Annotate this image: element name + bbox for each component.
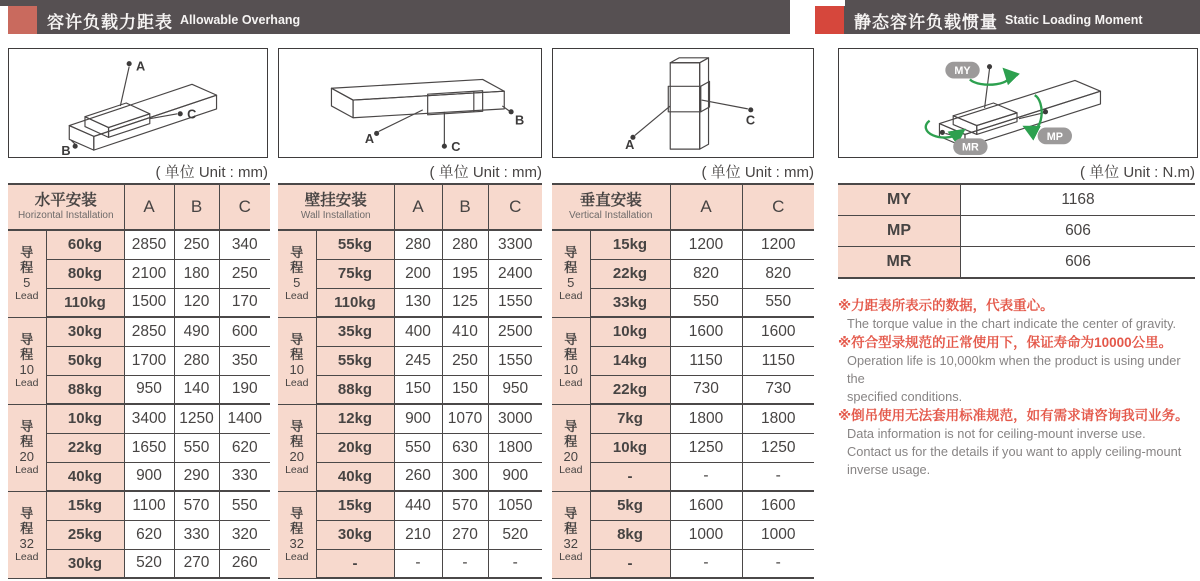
- load-cell: -: [590, 462, 670, 491]
- value-cell: 250: [442, 346, 488, 375]
- value-cell: 150: [442, 375, 488, 404]
- load-cell: 60kg: [46, 230, 124, 259]
- note-zh: ※符合型录规范的正常使用下，保证寿命为10000公里。: [838, 335, 1173, 350]
- table-row: [8, 230, 270, 259]
- value-cell: 245: [394, 346, 442, 375]
- value-cell: 270: [174, 549, 219, 578]
- value-cell: 1150: [742, 346, 814, 375]
- value-cell: 1050: [488, 491, 542, 520]
- value-cell: 820: [742, 259, 814, 288]
- value-cell: 330: [174, 520, 219, 549]
- value-cell: 130: [394, 288, 442, 317]
- diagram-label-b: B: [515, 112, 525, 128]
- note-en: Data information is not for ceiling-mount inverse use.: [847, 426, 1146, 441]
- value-cell: 1600: [742, 491, 814, 520]
- note-zh: ※力距表所表示的数据，代表重心。: [838, 298, 1054, 313]
- lead-cell: 导 程 32 Lead: [278, 491, 316, 578]
- load-cell: 55kg: [316, 230, 394, 259]
- table-horizontal: [8, 183, 270, 579]
- value-cell: 550: [742, 288, 814, 317]
- value-cell: 730: [742, 375, 814, 404]
- note-en: Contact us for the details if you want to apply ceiling-mount: [847, 444, 1182, 459]
- unit-label-mm: ( 单位 Unit : mm): [155, 164, 268, 181]
- value-cell: 290: [174, 462, 219, 491]
- load-cell: 25kg: [46, 520, 124, 549]
- load-cell: 40kg: [46, 462, 124, 491]
- moment-label-cell: MR: [838, 247, 961, 279]
- value-cell: 1550: [488, 346, 542, 375]
- load-cell: 33kg: [590, 288, 670, 317]
- load-cell: 7kg: [590, 404, 670, 433]
- value-cell: 2850: [124, 317, 174, 346]
- table-row: [8, 549, 270, 578]
- table-row: [552, 404, 814, 433]
- value-cell: 120: [174, 288, 219, 317]
- table-title-en: Horizontal Installation: [17, 210, 114, 221]
- value-cell: 1000: [742, 520, 814, 549]
- value-cell: 1550: [488, 288, 542, 317]
- diagram-box-wall: [278, 48, 542, 158]
- load-cell: 10kg: [590, 433, 670, 462]
- value-cell: -: [394, 549, 442, 578]
- wall-installation-diagram: [279, 49, 541, 157]
- diagram-box-vertical: [552, 48, 814, 158]
- section-title-zh: 容许负载力距表: [47, 12, 173, 32]
- table-title: [552, 184, 670, 230]
- value-cell: 250: [219, 259, 270, 288]
- diagram-label-c: C: [187, 106, 197, 122]
- table-row: [278, 491, 542, 520]
- value-cell: 320: [219, 520, 270, 549]
- diagram-box-moment: [838, 48, 1198, 158]
- column-header-a: A: [394, 184, 442, 230]
- value-cell: 250: [174, 230, 219, 259]
- table-row: [8, 404, 270, 433]
- lead-cell: 导 程 32 Lead: [552, 491, 590, 578]
- table-row: [552, 520, 814, 549]
- value-cell: 330: [219, 462, 270, 491]
- column-header-c: C: [488, 184, 542, 230]
- value-cell: 140: [174, 375, 219, 404]
- column-header-a: A: [124, 184, 174, 230]
- value-cell: 600: [219, 317, 270, 346]
- load-cell: 40kg: [316, 462, 394, 491]
- lead-cell: 导 程 10 Lead: [8, 317, 46, 404]
- column-header-c: C: [219, 184, 270, 230]
- table-row: [552, 462, 814, 491]
- lead-cell: 导 程 10 Lead: [278, 317, 316, 404]
- value-cell: 400: [394, 317, 442, 346]
- lead-cell: 导 程 10 Lead: [552, 317, 590, 404]
- section-title-en: Allowable Overhang: [180, 13, 301, 27]
- moment-label-mp: MP: [1046, 130, 1063, 143]
- table-row: [8, 433, 270, 462]
- value-cell: 1600: [742, 317, 814, 346]
- value-cell: 1250: [174, 404, 219, 433]
- value-cell: 2500: [488, 317, 542, 346]
- table-row: [552, 317, 814, 346]
- load-cell: 15kg: [46, 491, 124, 520]
- table-row: [278, 259, 542, 288]
- diagram-box-horizontal: [8, 48, 268, 158]
- load-cell: 75kg: [316, 259, 394, 288]
- value-cell: 260: [394, 462, 442, 491]
- value-cell: 820: [670, 259, 742, 288]
- value-cell: 620: [124, 520, 174, 549]
- load-cell: 10kg: [46, 404, 124, 433]
- value-cell: 280: [442, 230, 488, 259]
- value-cell: 1400: [219, 404, 270, 433]
- load-cell: 12kg: [316, 404, 394, 433]
- load-cell: 14kg: [590, 346, 670, 375]
- load-cell: 88kg: [46, 375, 124, 404]
- unit-label-mm: ( 单位 Unit : mm): [701, 164, 814, 181]
- value-cell: 550: [670, 288, 742, 317]
- table-title-en: Wall Installation: [300, 210, 371, 221]
- value-cell: 1200: [742, 230, 814, 259]
- value-cell: 3000: [488, 404, 542, 433]
- note-en: The torque value in the chart indicate the center of gravity.: [847, 316, 1177, 331]
- load-cell: 80kg: [46, 259, 124, 288]
- vertical-installation-diagram: [553, 49, 813, 157]
- load-cell: 22kg: [46, 433, 124, 462]
- value-cell: 1250: [670, 433, 742, 462]
- value-cell: -: [670, 462, 742, 491]
- table-title-zh: 垂直安装: [579, 192, 642, 209]
- section-title-zh: 静态容许负载惯量: [854, 12, 998, 32]
- overhang-table-vertical: [552, 183, 814, 579]
- table-title: [8, 184, 124, 230]
- table-row: [8, 346, 270, 375]
- note-en: Operation life is 10,000km when the product is using under the: [847, 353, 1181, 386]
- value-cell: 2100: [124, 259, 174, 288]
- value-cell: 950: [124, 375, 174, 404]
- value-cell: 550: [219, 491, 270, 520]
- moment-value-cell: 606: [961, 216, 1196, 247]
- value-cell: 300: [442, 462, 488, 491]
- diagram-label-b: B: [61, 143, 71, 157]
- load-cell: 15kg: [590, 230, 670, 259]
- value-cell: 950: [488, 375, 542, 404]
- load-cell: 22kg: [590, 375, 670, 404]
- value-cell: 1100: [124, 491, 174, 520]
- static-moment-diagram: [839, 49, 1197, 157]
- value-cell: 195: [442, 259, 488, 288]
- load-cell: 15kg: [316, 491, 394, 520]
- horizontal-installation-diagram: [9, 49, 267, 157]
- load-cell: 50kg: [46, 346, 124, 375]
- value-cell: 150: [394, 375, 442, 404]
- value-cell: 170: [219, 288, 270, 317]
- red-square-icon: [815, 6, 844, 34]
- table-row: [552, 230, 814, 259]
- table-row: [552, 433, 814, 462]
- value-cell: 550: [394, 433, 442, 462]
- overhang-table-horizontal: [8, 183, 270, 579]
- notes-block: [838, 296, 1200, 479]
- value-cell: 3300: [488, 230, 542, 259]
- note-en: specified conditions.: [847, 389, 963, 404]
- table-row: [552, 549, 814, 578]
- moment-label-mr: MR: [961, 141, 979, 154]
- moment-label-cell: MY: [838, 184, 961, 216]
- table-row: [8, 462, 270, 491]
- table-row: [8, 375, 270, 404]
- load-cell: 5kg: [590, 491, 670, 520]
- table-row: [552, 491, 814, 520]
- value-cell: 3400: [124, 404, 174, 433]
- note-zh: ※倒吊使用无法套用标准规范，如有需求请咨询我司业务。: [838, 408, 1189, 423]
- table-row: [278, 404, 542, 433]
- table-row: [278, 288, 542, 317]
- value-cell: 520: [488, 520, 542, 549]
- value-cell: 350: [219, 346, 270, 375]
- table-row: [278, 346, 542, 375]
- value-cell: 260: [219, 549, 270, 578]
- value-cell: 900: [394, 404, 442, 433]
- load-cell: 20kg: [316, 433, 394, 462]
- unit-label-nm: ( 单位 Unit : N.m): [1080, 164, 1195, 181]
- table-title-zh: 壁挂安装: [304, 192, 367, 209]
- table-wall: [278, 183, 542, 579]
- value-cell: 2850: [124, 230, 174, 259]
- table-row: [838, 184, 1195, 216]
- column-header-b: B: [174, 184, 219, 230]
- load-cell: 88kg: [316, 375, 394, 404]
- value-cell: 900: [488, 462, 542, 491]
- table-row: [8, 520, 270, 549]
- value-cell: 2400: [488, 259, 542, 288]
- load-cell: 110kg: [316, 288, 394, 317]
- column-header-c: C: [742, 184, 814, 230]
- lead-cell: 导 程 32 Lead: [8, 491, 46, 578]
- value-cell: 210: [394, 520, 442, 549]
- moment-value-cell: 1168: [961, 184, 1196, 216]
- value-cell: 1500: [124, 288, 174, 317]
- value-cell: 1800: [742, 404, 814, 433]
- diagram-label-a: A: [625, 137, 635, 153]
- value-cell: 550: [174, 433, 219, 462]
- value-cell: 1600: [670, 317, 742, 346]
- load-cell: 22kg: [590, 259, 670, 288]
- value-cell: 1150: [670, 346, 742, 375]
- value-cell: 900: [124, 462, 174, 491]
- lead-cell: 导 程 20 Lead: [552, 404, 590, 491]
- value-cell: 200: [394, 259, 442, 288]
- column-header-b: B: [442, 184, 488, 230]
- moment-table: [838, 183, 1195, 279]
- table-row: [278, 433, 542, 462]
- table-title-en: Vertical Installation: [569, 210, 653, 221]
- value-cell: 410: [442, 317, 488, 346]
- table-row: [8, 491, 270, 520]
- table-row: [552, 346, 814, 375]
- load-cell: -: [590, 549, 670, 578]
- lead-cell: 导 程 5 Lead: [278, 230, 316, 317]
- value-cell: 620: [219, 433, 270, 462]
- value-cell: 270: [442, 520, 488, 549]
- value-cell: 125: [442, 288, 488, 317]
- diagram-label-c: C: [451, 139, 461, 155]
- value-cell: 190: [219, 375, 270, 404]
- table-row: [278, 230, 542, 259]
- section-title-en: Static Loading Moment: [1005, 13, 1143, 27]
- moment-label-cell: MP: [838, 216, 961, 247]
- table-row: [838, 247, 1195, 279]
- note-en: inverse usage.: [847, 462, 931, 477]
- value-cell: 1250: [742, 433, 814, 462]
- lead-cell: 导 程 5 Lead: [552, 230, 590, 317]
- load-cell: 55kg: [316, 346, 394, 375]
- value-cell: 440: [394, 491, 442, 520]
- load-cell: 35kg: [316, 317, 394, 346]
- load-cell: 30kg: [46, 549, 124, 578]
- value-cell: -: [742, 549, 814, 578]
- value-cell: 520: [124, 549, 174, 578]
- value-cell: -: [742, 462, 814, 491]
- section-header-moment: [815, 6, 1200, 34]
- table-row: [552, 259, 814, 288]
- red-square-icon: [8, 6, 37, 34]
- table-row: [8, 317, 270, 346]
- value-cell: 180: [174, 259, 219, 288]
- unit-label-mm: ( 单位 Unit : mm): [429, 164, 542, 181]
- column-header-a: A: [670, 184, 742, 230]
- value-cell: 730: [670, 375, 742, 404]
- table-title: [278, 184, 394, 230]
- value-cell: -: [442, 549, 488, 578]
- value-cell: 630: [442, 433, 488, 462]
- load-cell: 30kg: [316, 520, 394, 549]
- table-row: [278, 520, 542, 549]
- value-cell: 340: [219, 230, 270, 259]
- value-cell: 1000: [670, 520, 742, 549]
- static-moment-table: [838, 183, 1195, 279]
- load-cell: 10kg: [590, 317, 670, 346]
- load-cell: -: [316, 549, 394, 578]
- value-cell: 1200: [670, 230, 742, 259]
- diagram-label-a: A: [364, 131, 375, 147]
- diagram-label-a: A: [136, 58, 146, 74]
- overhang-table-wall: [278, 183, 542, 579]
- diagram-label-c: C: [745, 112, 756, 128]
- table-row: [552, 288, 814, 317]
- moment-value-cell: 606: [961, 247, 1196, 279]
- load-cell: 8kg: [590, 520, 670, 549]
- value-cell: 570: [174, 491, 219, 520]
- value-cell: 1700: [124, 346, 174, 375]
- lead-cell: 导 程 20 Lead: [278, 404, 316, 491]
- table-row: [838, 216, 1195, 247]
- lead-cell: 导 程 20 Lead: [8, 404, 46, 491]
- table-row: [552, 375, 814, 404]
- value-cell: 280: [394, 230, 442, 259]
- value-cell: 570: [442, 491, 488, 520]
- value-cell: 1800: [670, 404, 742, 433]
- table-row: [8, 288, 270, 317]
- section-header-overhang: [8, 6, 790, 34]
- value-cell: -: [488, 549, 542, 578]
- value-cell: 1070: [442, 404, 488, 433]
- table-row: [8, 259, 270, 288]
- table-row: [278, 549, 542, 578]
- value-cell: 1800: [488, 433, 542, 462]
- value-cell: 1650: [124, 433, 174, 462]
- value-cell: 1600: [670, 491, 742, 520]
- table-vertical: [552, 183, 814, 579]
- value-cell: 490: [174, 317, 219, 346]
- table-row: [278, 317, 542, 346]
- lead-cell: 导 程 5 Lead: [8, 230, 46, 317]
- load-cell: 30kg: [46, 317, 124, 346]
- table-row: [278, 462, 542, 491]
- value-cell: -: [670, 549, 742, 578]
- value-cell: 280: [174, 346, 219, 375]
- table-title-zh: 水平安装: [34, 192, 97, 209]
- load-cell: 110kg: [46, 288, 124, 317]
- table-row: [278, 375, 542, 404]
- moment-label-my: MY: [954, 65, 971, 78]
